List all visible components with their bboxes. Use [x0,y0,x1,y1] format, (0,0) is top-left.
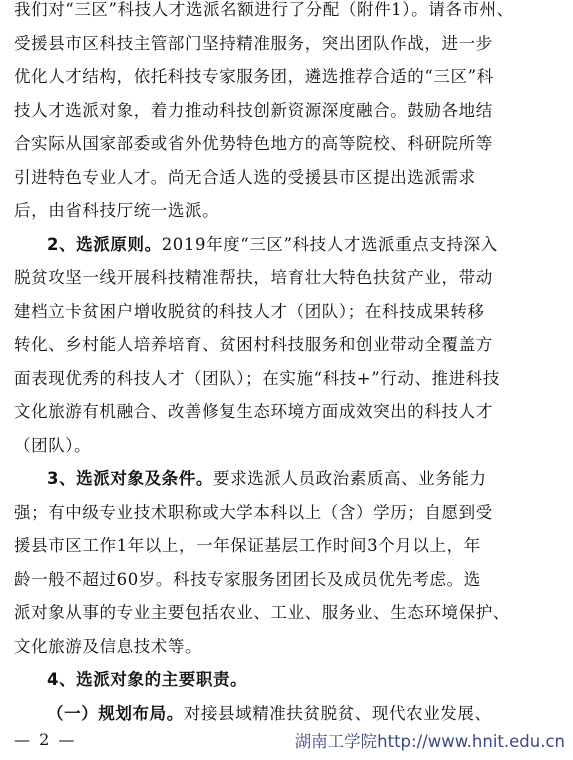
paragraph-line: 技人才选派对象，着力推动科技创新资源深度融合。鼓励各地结 [14,100,493,120]
paragraph-line: 建档立卡贫困户增收脱贫的科技人才（团队）；在科技成果转移 [14,301,485,321]
paragraph-line: 面表现优秀的科技人才（团队）；在实施“科技+”行动、推进科技 [14,368,500,388]
paragraph-line: 派对象从事的专业主要包括农业、工业、服务业、生态环境保护、 [14,603,510,622]
paragraph-line: 龄一般不超过60岁。科技专家服务团团长及成员优先考虑。选 [14,569,481,589]
section-3-first-line [14,462,564,496]
page-number: — 2 — [14,730,77,749]
section-4-heading: 4、选派对象的主要职责。 [47,670,248,689]
paragraph-line: 我们对“三区”科技人才选派名额进行了分配（附件1）。请各市州、 [14,0,514,19]
paragraph-line: 援县市区工作1年以上，一年保证基层工作时间3个月以上，年 [14,536,481,555]
source-watermark: 湖南工学院http://www.hnit.edu.cn [291,728,565,752]
paragraph-line: 合实际从国家部委或省外优势特色地方的高等院校、科研院所等 [14,134,493,153]
paragraph-line: 转化、乡村能人培养培育、贫困村科技服务和创业带动全覆盖方 [14,335,493,354]
paragraph-line: 文化旅游有机融合、改善修复生态环境方面成效突出的科技人才 [14,402,493,421]
document-body [14,0,564,730]
section-2-heading: 2、选派原则。 [47,234,162,254]
subsection-1-heading: （一）规划布局。 [47,703,184,723]
paragraph-line: 受援县市区科技主管部门坚持精准服务，突出团队作战，进一步 [14,33,493,53]
subsection-1-text: 对接县域精准扶贫脱贫、现代农业发展、 [183,703,492,723]
section-3-heading: 3、选派对象及条件。 [47,469,213,488]
section-3-text: 要求选派人员政治素质高、业务能力 [212,469,487,488]
paragraph-line: （团队）。 [14,435,92,455]
paragraph-line: 优化人才结构，依托科技专家服务团，遴选推荐合适的“三区”科 [14,67,494,86]
paragraph-line: 强；有中级专业技术职称或大学本科以上（含）学历；自愿到受 [14,502,493,522]
section-4-line [14,663,564,697]
section-2-first-line [14,228,564,262]
paragraph-line: 脱贫攻坚一线开展科技精准帮扶，培育壮大特色扶贫产业，带动 [14,268,493,287]
subsection-1-first-line [14,697,564,731]
paragraph-line: 后，由省科技厅统一选派。 [14,201,220,220]
paragraph-line: 文化旅游及信息技术等。 [14,636,203,656]
section-2-text: 2019年度“三区”科技人才选派重点支持深入 [161,234,498,254]
paragraph-line: 引进特色专业人才。尚无合适人选的受援县市区提出选派需求 [14,167,476,187]
